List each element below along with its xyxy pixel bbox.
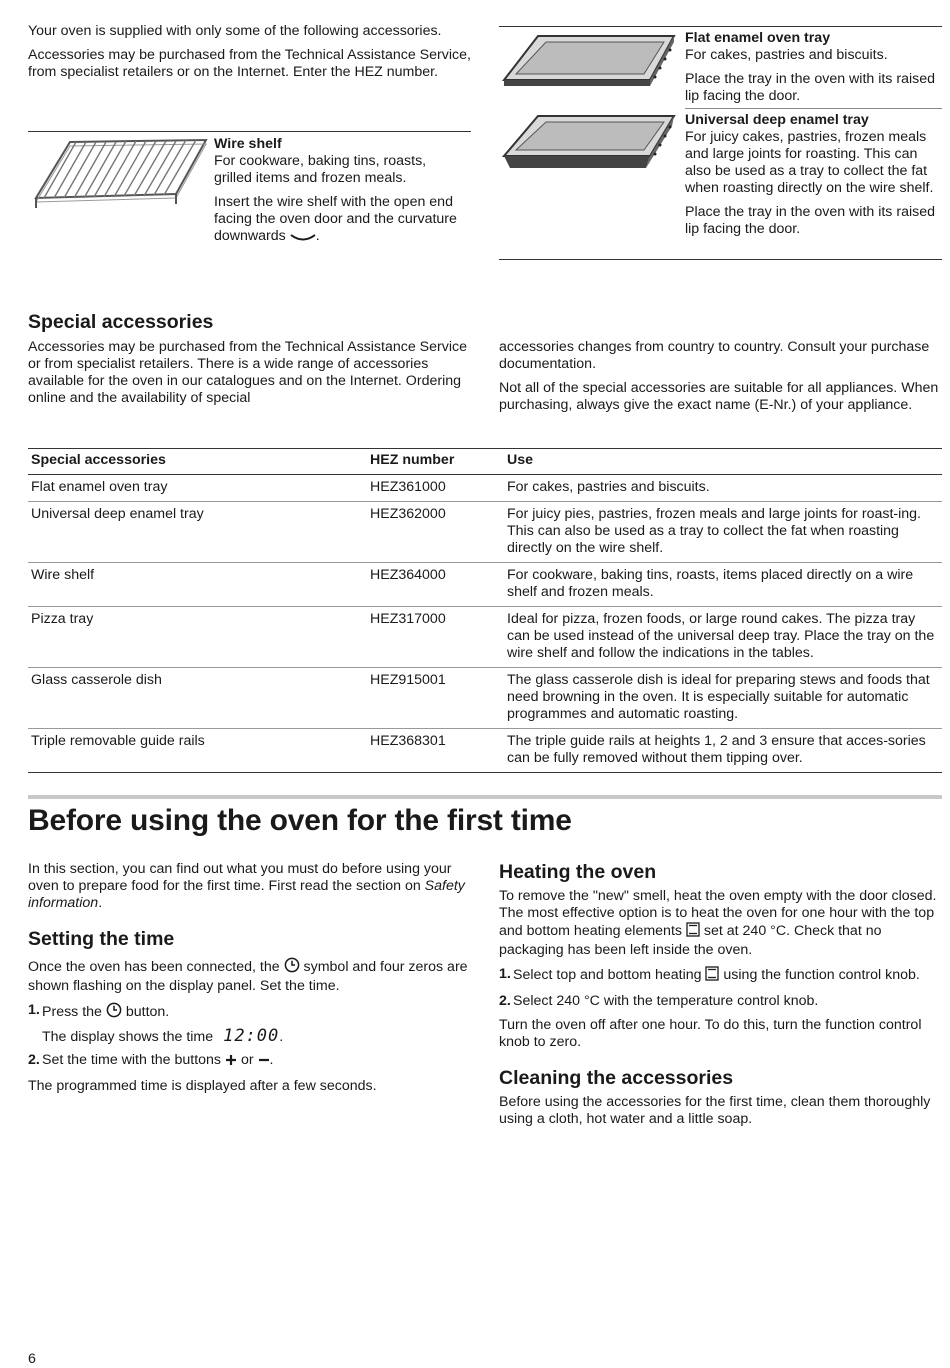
table-cell: Glass casserole dish [28, 668, 367, 729]
step-text: Select 240 °C with the temperature control knob. [513, 993, 819, 1009]
safety-information-ref: Safety information [28, 878, 465, 911]
flat-tray-desc: For cakes, pastries and biscuits. [685, 47, 888, 63]
trays-top-rule [499, 26, 942, 27]
display-readout: 12:00 [223, 1026, 280, 1046]
intro-paragraph-1: Your oven is supplied with only some of the following accessories. [28, 23, 442, 39]
table-header-cell: Use [504, 449, 942, 475]
special-accessories-heading: Special accessories [28, 311, 214, 333]
table-row [28, 502, 942, 563]
table-cell: HEZ364000 [367, 563, 504, 607]
step-number: 1. [499, 966, 511, 982]
table-row [28, 475, 942, 502]
top-bottom-heat-icon [705, 966, 719, 986]
wire-shelf-insert-end: . [315, 228, 320, 244]
step-text: Select top and bottom heating [513, 967, 702, 983]
heating-heading: Heating the oven [499, 861, 657, 883]
deep-tray-block [685, 112, 940, 238]
wire-shelf-desc: For cookware, baking tins, roasts, grilled items and frozen meals. [214, 153, 427, 186]
table-cell: For cakes, pastries and biscuits. [504, 475, 942, 502]
wire-shelf-insert-text: Insert the wire shelf with the open end facing the oven door and the curvature downwards [214, 194, 457, 244]
table-cell: HEZ361000 [367, 475, 504, 502]
deep-tray-place: Place the tray in the oven with its raised lip facing the door. [685, 204, 935, 237]
flat-tray-place: Place the tray in the oven with its raised lip facing the door. [685, 71, 935, 104]
trays-bottom-rule [499, 259, 942, 260]
setting-time-intro-a: Once the oven has been connected, the [28, 959, 280, 975]
setting-time-after: The programmed time is displayed after a few seconds. [28, 1078, 377, 1094]
table-cell: For cookware, baking tins, roasts, items placed directly on a wire shelf and frozen meals. [504, 563, 942, 607]
table-cell: The triple guide rails at heights 1, 2 and 3 ensure that acces-sories can be fully removed without them tipping over. [504, 729, 942, 773]
wire-shelf-top-rule [28, 131, 471, 132]
page-number: 6 [28, 1351, 36, 1367]
setting-time-intro [28, 957, 473, 995]
table-header-cell: Special accessories [28, 449, 367, 475]
flat-tray-image-icon [500, 30, 678, 99]
before-intro-text: In this section, you can find out what you must do before using your oven to prepare food for the first time. First read the section on [28, 861, 452, 894]
table-row [28, 668, 942, 729]
clock-icon [284, 957, 300, 978]
step-text: Set the time with the buttons [42, 1052, 222, 1068]
deep-tray-image-icon [500, 110, 678, 179]
intro-paragraph-2: Accessories may be purchased from the Technical Assistance Service, from specialist retailers or on the Internet. Enter the HEZ number. [28, 47, 471, 80]
intro [28, 23, 473, 88]
trays-mid-rule [685, 108, 942, 109]
plus-icon [225, 1054, 237, 1071]
heating-after: Turn the oven off after one hour. To do this, turn the function control knob to zero. [499, 1017, 922, 1050]
special-accessories-left [28, 339, 473, 407]
right-column [499, 861, 944, 1128]
table-cell: Universal deep enamel tray [28, 502, 367, 563]
step-text: Press the [42, 1004, 102, 1020]
cleaning-heading: Cleaning the accessories [499, 1067, 734, 1089]
table-cell: HEZ362000 [367, 502, 504, 563]
section-title: Before using the oven for the first time [28, 804, 572, 837]
wire-shelf-insert [214, 194, 464, 247]
heating-intro-b: set at 240 °C. Check that no packaging has been left inside the oven. [499, 923, 882, 958]
table-cell: HEZ915001 [367, 668, 504, 729]
table-cell: Flat enamel oven tray [28, 475, 367, 502]
deep-tray-title: Universal deep enamel tray [685, 112, 869, 128]
table-cell: Pizza tray [28, 607, 367, 668]
before-intro-end: . [98, 895, 103, 911]
step-text: using the function control knob. [723, 967, 920, 983]
table-cell: Triple removable guide rails [28, 729, 367, 773]
step-number: 2. [28, 1052, 40, 1068]
before-intro [28, 861, 473, 912]
table-header-row [28, 449, 942, 475]
special-accessories-right-1: accessories changes from country to country. Consult your purchase documentation. [499, 339, 930, 372]
step-number: 1. [28, 1002, 40, 1018]
heating-step-1 [499, 966, 944, 986]
step-text: . [269, 1052, 274, 1068]
setting-time-step-1 [28, 1002, 473, 1023]
table-row [28, 729, 942, 773]
special-accessories-right-2: Not all of the special accessories are suitable for all appliances. When purchasing, always give the exact name (E-Nr.) of your appliance. [499, 380, 939, 413]
step-number: 2. [499, 993, 511, 1009]
flat-tray-title: Flat enamel oven tray [685, 30, 831, 46]
setting-time-intro-b: symbol and four zeros are shown flashing on the display panel. Set the time. [28, 959, 468, 994]
minus-icon [258, 1054, 270, 1071]
table-row [28, 607, 942, 668]
table-cell: For juicy pies, pastries, frozen meals and large joints for roast-ing. This can also be used as a tray to collect the fat when roasting directly on the wire shelf. [504, 502, 942, 563]
wire-shelf-title: Wire shelf [214, 136, 282, 152]
heating-intro-a: To remove the "new" smell, heat the oven empty with the door closed. The most effective option is to heat the oven for one hour with the top and bottom heating elements [499, 888, 937, 939]
setting-time-heading: Setting the time [28, 928, 175, 950]
table-cell: HEZ317000 [367, 607, 504, 668]
cleaning-text: Before using the accessories for the first time, clean them thoroughly using a cloth, hot water and a little soap. [499, 1094, 931, 1127]
wire-shelf-image-icon [30, 136, 208, 221]
left-column [28, 861, 473, 1095]
step-text: button. [125, 1004, 170, 1020]
wire-shelf-block [214, 136, 464, 247]
deep-tray-desc: For juicy cakes, pastries, frozen meals and large joints for roasting. This can also be used as a tray to collect the fat when roasting directly on the wire shelf. [685, 129, 934, 196]
display-note-text: The display shows the time [42, 1029, 214, 1045]
section-separator [28, 795, 942, 799]
flat-tray-block [685, 30, 940, 105]
table-header-cell: HEZ number [367, 449, 504, 475]
table-row [28, 563, 942, 607]
table-cell: The glass casserole dish is ideal for preparing stews and foods that need browning in the oven. It is especially suitable for automatic programmes and automatic roasting. [504, 668, 942, 729]
table-cell: Wire shelf [28, 563, 367, 607]
clock-icon [106, 1002, 122, 1023]
setting-time-step-2 [28, 1052, 473, 1071]
top-bottom-heat-icon [686, 922, 700, 942]
special-accessories-right [499, 339, 942, 414]
special-accessories-table [28, 448, 942, 773]
curvature-icon [290, 230, 316, 247]
heating-step-2 [499, 993, 944, 1010]
table-cell: Ideal for pizza, frozen foods, or large round cakes. The pizza tray can be used instead of the universal deep tray. Place the tray on the wire shelf and follow the indications in the tables. [504, 607, 942, 668]
special-accessories-left-text: Accessories may be purchased from the Technical Assistance Service or from specialist retailers. There is a wide range of accessories available for the oven in our catalogues and on the Internet. Ordering online and the availability of special [28, 339, 467, 406]
table-cell: HEZ368301 [367, 729, 504, 773]
setting-time-display-note [42, 1028, 473, 1046]
heating-intro [499, 888, 944, 959]
step-text: or [240, 1052, 254, 1068]
display-note-end: . [279, 1029, 284, 1045]
